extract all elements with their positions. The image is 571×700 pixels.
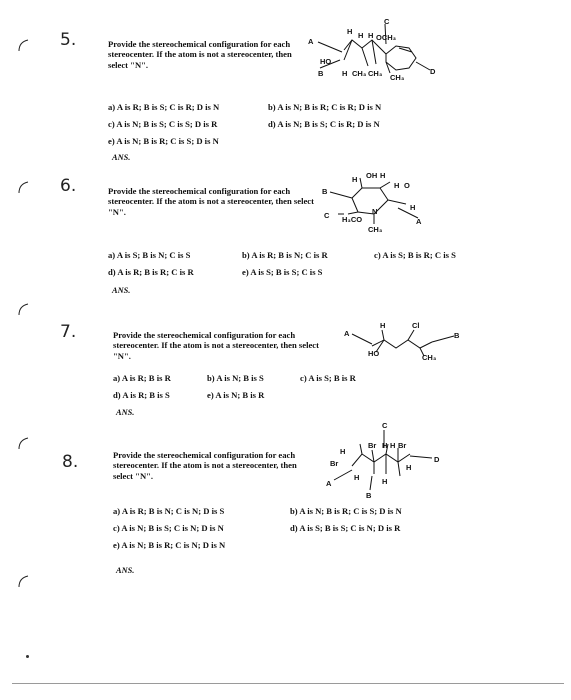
molecule-diagram [318,170,438,232]
question-prompt: Provide the stereochemical configuration for each stereocenter. If the atom is not a stereocenter, then select "N". [108,39,292,70]
answer-label: ANS. [112,286,131,295]
answer-option[interactable]: e) A is N; B is R [207,390,265,400]
atom-label: Br [368,441,377,450]
atom-label: H [382,441,388,450]
answer-option[interactable]: c) A is S; B is R; C is S [374,250,456,260]
question-number: 7. [60,322,77,342]
atom-label: H [380,321,386,330]
label-B: B [454,331,460,340]
question-prompt: Provide the stereochemical configuration for each stereocenter. If the atom is not a stereocenter, then select "N". [113,450,297,481]
label-B: B [318,69,324,78]
label-A: A [326,479,332,488]
answer-option[interactable]: d) A is R; B is S [113,390,170,400]
molecule-diagram [326,418,456,500]
atom-label: N [372,207,378,216]
atom-label: H [382,477,388,486]
page-divider [12,683,564,684]
question-prompt: Provide the stereochemical configuration for each stereocenter. If the atom is not a stereocenter, then select "N". [108,186,314,217]
label-A: A [416,217,422,226]
atom-label: H [406,463,412,472]
atom-label: HO [368,349,380,358]
answer-option[interactable]: a) A is R; B is S; C is R; D is N [108,102,220,112]
answer-option[interactable]: c) A is N; B is S; C is S; D is R [108,119,218,129]
answer-option[interactable]: e) A is N; B is R; C is N; D is N [113,540,226,550]
answer-option[interactable]: a) A is S; B is N; C is S [108,250,191,260]
label-C: C [324,211,330,220]
answer-option[interactable]: d) A is N; B is S; C is R; D is N [268,119,380,129]
atom-label: HO [320,57,332,66]
answer-option[interactable]: e) A is N; B is R; C is S; D is N [108,136,219,146]
answer-option[interactable]: d) A is R; B is R; C is R [108,267,194,277]
molecule-diagram [306,18,446,88]
answer-label: ANS. [116,566,135,575]
atom-label: O [404,181,410,190]
atom-label: H [354,473,360,482]
atom-label: Br [330,459,339,468]
question-number: 8. [62,452,79,472]
atom-label: CH₃ [352,69,367,78]
answer-option[interactable]: b) A is R; B is N; C is R [242,250,328,260]
margin-mark [16,38,30,52]
atom-label: OH [366,171,378,180]
answer-option[interactable]: b) A is N; B is R; C is R; D is N [268,102,382,112]
label-C: C [382,421,388,430]
answer-option[interactable]: c) A is S; B is R [300,373,356,383]
atom-label: CH₃ [422,353,437,362]
atom-label: H [342,69,348,78]
margin-mark [16,574,30,588]
question-number: 5. [60,30,77,50]
answer-label: ANS. [116,408,135,417]
answer-option[interactable]: d) A is S; B is S; C is N; D is R [290,523,401,533]
margin-mark [16,180,30,194]
label-D: D [434,455,440,464]
answer-option[interactable]: a) A is R; B is N; C is N; D is S [113,506,225,516]
atom-label: CH₃ [390,73,405,82]
margin-dot [26,655,29,658]
atom-label: CH₃ [368,69,383,78]
atom-label: Br [398,441,407,450]
answer-option[interactable]: b) A is N; B is R; C is S; D is N [290,506,402,516]
answer-option[interactable]: a) A is R; B is R [113,373,171,383]
label-B: B [322,187,328,196]
atom-label: OCH₃ [376,33,397,42]
atom-label: H [358,31,364,40]
atom-label: H [390,441,396,450]
margin-mark [16,302,30,316]
answer-label: ANS. [112,153,131,162]
answer-option[interactable]: b) A is N; B is S [207,373,264,383]
atom-label: H [352,175,358,184]
atom-label: H [368,31,374,40]
atom-label: H [410,203,416,212]
label-D: D [430,67,436,76]
answer-option[interactable]: e) A is S; B is S; C is S [242,267,323,277]
atom-label: H [347,27,353,36]
question-prompt: Provide the stereochemical configuration for each stereocenter. If the atom is not a stereocenter, then select "N". [113,330,319,361]
margin-mark [16,436,30,450]
atom-label: CH₃ [368,225,383,234]
atom-label: H₃CO [342,215,363,224]
label-A: A [308,37,314,46]
label-C: C [384,17,390,26]
atom-label: H [340,447,346,456]
question-number: 6. [60,176,77,196]
answer-option[interactable]: c) A is N; B is S; C is N; D is N [113,523,224,533]
molecule-diagram [342,322,466,368]
atom-label: H [394,181,400,190]
atom-label: H [380,171,386,180]
atom-label: Cl [412,321,420,330]
label-A: A [344,329,350,338]
label-B: B [366,491,372,500]
